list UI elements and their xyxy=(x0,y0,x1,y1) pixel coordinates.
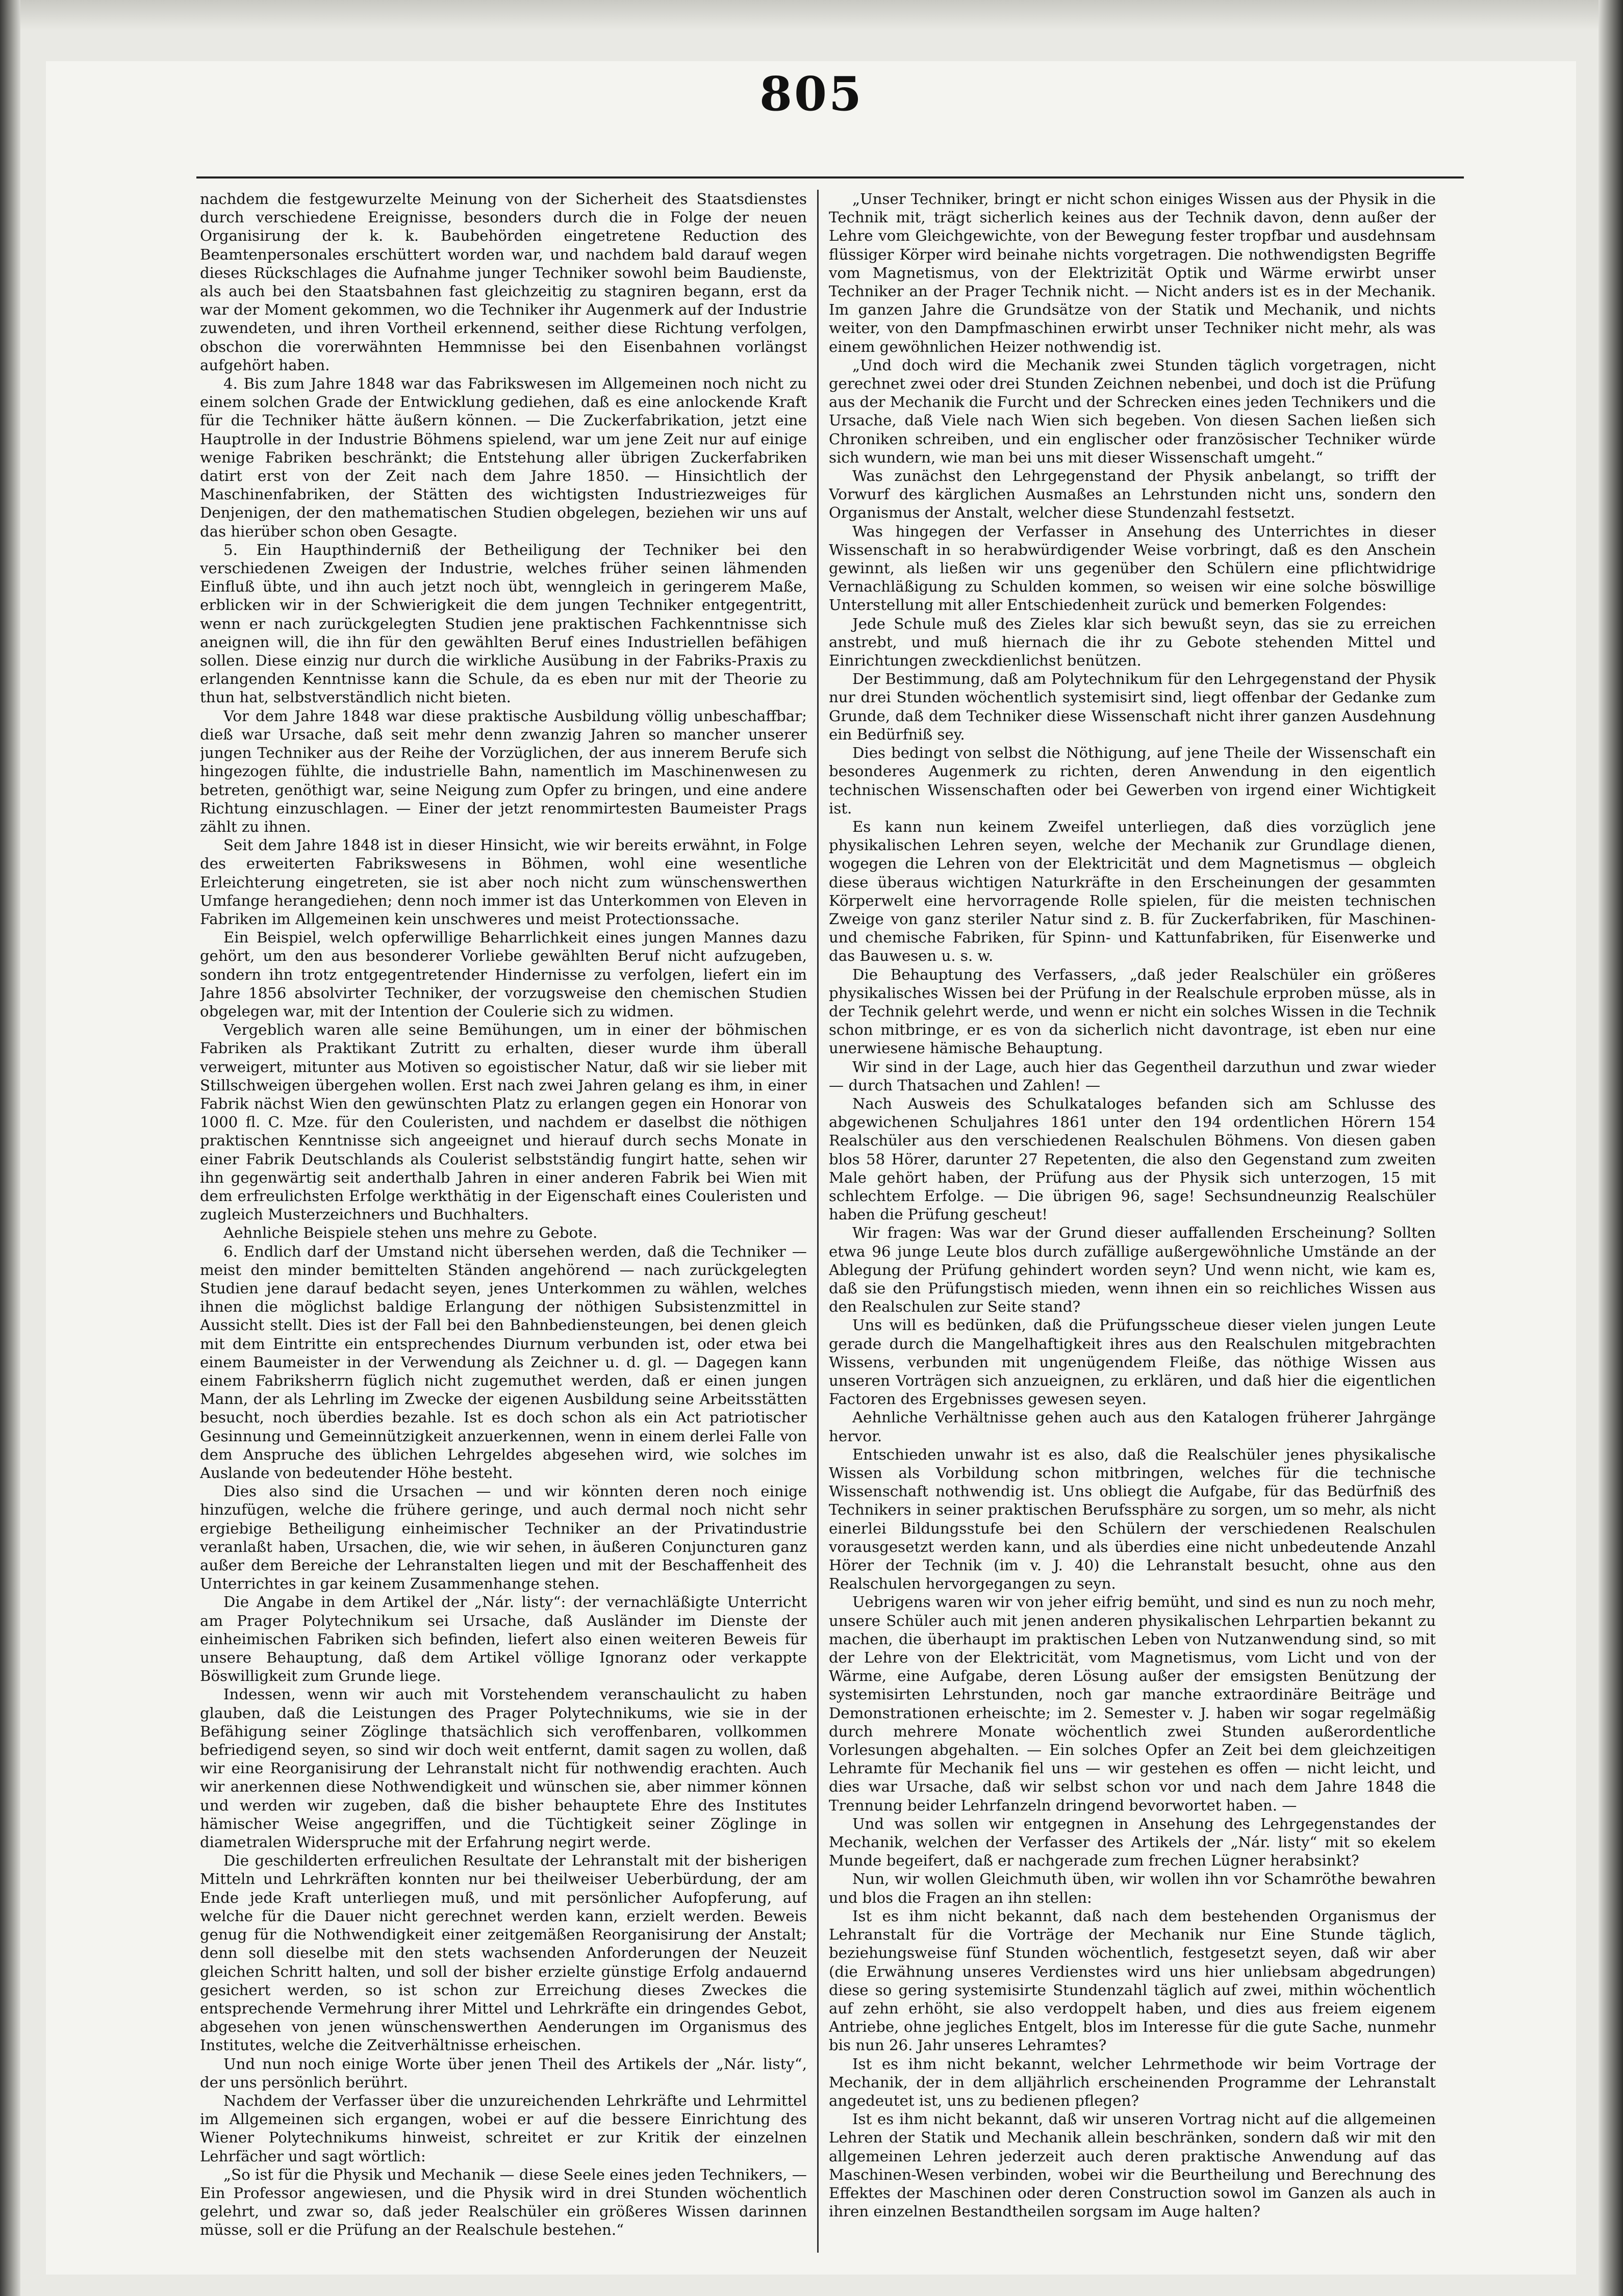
paragraph: Dies bedingt von selbst die Nöthigung, auf jene Theile der Wissenschaft ein besonderes Augenmerk zu richten, deren Anwendung in den eigentlich technischen Wissenschaften oder bei Gewerben von irgend einer Wichtigkeit ist. xyxy=(829,744,1436,817)
paragraph: Dies also sind die Ursachen — und wir könnten deren noch einige hinzufügen, welche die frühere geringe, und auch dermal noch nicht sehr ergiebige Betheiligung einheimischer Techniker an der Privatindustrie veranlaßt haben, Ursachen, die, wie wir sehen, in äußeren Conjuncturen ganz außer dem Bereiche der Lehranstalten liegen und mit der Beschaffenheit des Unterrichtes in gar keinem Zusammenhange stehen. xyxy=(200,1483,807,1593)
paragraph: Die Behauptung des Verfassers, „daß jeder Realschüler ein größeres physikalisches Wissen bei der Prüfung in der Realschule erproben müsse, als in der Technik gelehrt werde, und wenn er nicht ein solches Wissen in die Technik schon mitbringe, er es von da sicherlich nicht davontrage, ist eben nur eine unerwiesene hämische Behauptung. xyxy=(829,965,1436,1057)
paragraph: Nachdem der Verfasser über die unzureichenden Lehrkräfte und Lehrmittel im Allgemeinen sich ergangen, wobei er auf die bessere Einrichtung des Wiener Polytechnikums hinweist, schreitet er zur Kritik der einzelnen Lehrfächer und sagt wörtlich: xyxy=(200,2091,807,2165)
paragraph: 5. Ein Haupthinderniß der Betheiligung der Techniker bei den verschiedenen Zweigen der Industrie, welches früher seinen lähmenden Einfluß übte, und ihn auch jetzt noch übt, wenngleich in geringerem Maße, erblicken wir in der Schwierigkeit die dem jungen Techniker entgegentritt, wenn er nach zurückgelegten Studien jene praktischen Fachkenntnisse sich aneignen will, die ihn für den gewählten Beruf eines Industriellen befähigen sollen. Diese einzig nur durch die wirkliche Ausübung in der Fabriks-Praxis zu erlangenden Kenntnisse kann die Schule, da es eben nur mit der Theorie zu thun hat, selbstverständlich nicht bieten. xyxy=(200,541,807,706)
paragraph: „Unser Techniker, bringt er nicht schon einiges Wissen aus der Physik in die Technik mit, trägt sicherlich keines aus der Technik davon, denn außer der Lehre vom Gleichgewichte, von der Bewegung fester tropfbar und ausdehnsam flüssiger Körper wird beinahe nichts vorgetragen. Die nothwendigsten Begriffe vom Magnetismus, von der Elektrizität Optik und Wärme erwirbt unser Techniker an der Prager Technik nicht. — Nicht anders ist es in der Mechanik. Im ganzen Jahre die Grundsätze von der Statik und Mechanik, und nichts weiter, von den Dampfmaschinen erwirbt unser Techniker nicht mehr, als was einem gewöhnlichen Heizer nothwendig ist. xyxy=(829,190,1436,355)
paragraph: 4. Bis zum Jahre 1848 war das Fabrikswesen im Allgemeinen noch nicht zu einem solchen Grade der Entwicklung gediehen, daß es eine anlockende Kraft für die Techniker hätte äußern können. — Die Zuckerfabrikation, jetzt eine Hauptrolle in der Industrie Böhmens spielend, war um jene Zeit nur auf einige wenige Fabriken beschränkt; die Entstehung aller übrigen Zuckerfabriken datirt erst von der Zeit nach dem Jahre 1850. — Hinsichtlich der Maschinenfabriken, der Stätten des wichtigsten Industriezweiges für Denjenigen, der den mathematischen Studien obgelegen, beziehen wir uns auf das hierüber schon oben Gesagte. xyxy=(200,375,807,540)
scan-edge-right xyxy=(1599,0,1623,2296)
paragraph: Was zunächst den Lehrgegenstand der Physik anbelangt, so trifft der Vorwurf des kärglichen Ausmaßes an Lehrstunden nicht uns, sondern den Organismus der Anstalt, welcher diese Stundenzahl festsetzt. xyxy=(829,467,1436,522)
paragraph: Ist es ihm nicht bekannt, daß wir unseren Vortrag nicht auf die allgemeinen Lehren der Statik und Mechanik allein beschränken, sondern daß wir mit den allgemeinen Lehren jederzeit auch deren praktische Anwendung auf das Maschinen-Wesen verbinden, wobei wir die Beurtheilung und Berechnung des Effektes der Maschinen oder deren Construction sowol im Ganzen als auch in ihren einzelnen Bestandtheilen sorgsam im Auge halten? xyxy=(829,2110,1436,2221)
paragraph: „So ist für die Physik und Mechanik — diese Seele eines jeden Technikers, — Ein Professor angewiesen, und die Physik wird in drei Stunden wöchentlich gelehrt, und zwar so, daß jeder Realschüler ein größeres Wissen darinnen müsse, soll er die Prüfung an der Realschule bestehen.“ xyxy=(200,2165,807,2239)
paragraph: Uns will es bedünken, daß die Prüfungsscheue dieser vielen jungen Leute gerade durch die Mangelhaftigkeit ihres aus den Realschulen mitgebrachten Wissens, verbunden mit ungenügendem Fleiße, das nöthige Wissen aus unseren Vorträgen sich anzueignen, zu erklären, und daß hier die eigentlichen Factoren des Ergebnisses gewesen seyen. xyxy=(829,1316,1436,1408)
paragraph: Ist es ihm nicht bekannt, daß nach dem bestehenden Organismus der Lehranstalt für die Vorträge der Mechanik nur Eine Stunde täglich, beziehungsweise fünf Stunden wöchentlich, festgesetzt seyen, daß wir aber (die Erwähnung unseres Verdienstes wird uns hier unliebsam abgedrungen) diese so gering systemisirte Stundenzahl täglich auf zwei, mithin wöchentlich auf zehn erhöht, sie also verdoppelt haben, und dies aus freiem eigenem Antriebe, ohne jegliches Entgelt, blos im Interesse für die gute Sache, nunmehr bis nun 26. Jahr unseres Lehramtes? xyxy=(829,1907,1436,2054)
column-divider xyxy=(817,190,819,2253)
paragraph: Entschieden unwahr ist es also, daß die Realschüler jenes physikalische Wissen als Vorbildung schon mitbringen, welches für die technische Wissenschaft nothwendig ist. Uns obliegt die Aufgabe, für das Bedürfniß des Technikers in seiner praktischen Berufssphäre zu sorgen, um so mehr, als nicht einerlei Bildungsstufe bei den Schülern der verschiedenen Realschulen vorausgesetzt werden kann, und als überdies eine nicht unbedeutende Anzahl Hörer der Technik (im v. J. 40) die Lehranstalt besucht, ohne aus den Realschulen hervorgegangen zu seyn. xyxy=(829,1445,1436,1593)
paragraph: Was hingegen der Verfasser in Ansehung des Unterrichtes in dieser Wissenschaft in so herabwürdigender Weise vorbringt, daß es den Anschein gewinnt, als ließen wir uns gegenüber den Schülern eine pflichtwidrige Vernachläßigung zu Schulden kommen, so weisen wir eine solche böswillige Unterstellung mit aller Entschiedenheit zurück und bemerken Folgendes: xyxy=(829,522,1436,614)
paragraph: Nach Ausweis des Schulkataloges befanden sich am Schlusse des abgewichenen Schuljahres 1861 unter den 194 ordentlichen Hörern 154 Realschüler aus den verschiedenen Realschulen Böhmens. Von diesen gaben blos 58 Hörer, darunter 27 Repetenten, die also den Gegenstand zum zweiten Male gehört haben, der Prüfung aus der Physik sich unterzogen, 15 mit schlechtem Erfolge. — Die übrigen 96, sage! Sechsundneunzig Realschüler haben die Prüfung gescheut! xyxy=(829,1094,1436,1223)
paragraph: Vor dem Jahre 1848 war diese praktische Ausbildung völlig unbeschaffbar; dieß war Ursache, daß seit mehr denn zwanzig Jahren so mancher unserer jungen Techniker aus der Reihe der Vorzüglichen, der aus innerem Berufe sich hingezogen fühlte, die industrielle Bahn, namentlich im Maschinenwesen zu betreten, genöthigt war, seine Neigung zum Opfer zu bringen, und eine andere Richtung einzuschlagen. — Einer der jetzt renommirtesten Baumeister Prags zählt zu ihnen. xyxy=(200,707,807,835)
paragraph: Vergeblich waren alle seine Bemühungen, um in einer der böhmischen Fabriken als Praktikant Zutritt zu erhalten, dieser wurde ihm überall verweigert, mitunter aus Motiven so egoistischer Natur, daß wir sie lieber mit Stillschweigen übergehen wollen. Erst nach zwei Jahren gelang es ihm, in einer Fabrik nächst Wien den gewünschten Platz zu erlangen gegen ein Honorar von 1000 fl. C. Mze. für den Couleristen, und nachdem er daselbst die nöthigen praktischen Kenntnisse sich angeeignet und hierauf durch sechs Monate in einer Fabrik Deutschlands als Coulerist selbstständig fungirt hatte, sehen wir ihn gegenwärtig seit anderthalb Jahren in einer anderen Fabrik bei Wien mit dem erfreulichsten Erfolge werkthätig in der Eigenschaft eines Couleristen und zugleich Musterzeichners und Buchhalters. xyxy=(200,1021,807,1223)
paragraph: Und nun noch einige Worte über jenen Theil des Artikels der „Nár. listy“, der uns persönlich berührt. xyxy=(200,2055,807,2091)
right-column xyxy=(829,190,1436,2255)
paragraph: Aehnliche Beispiele stehen uns mehre zu Gebote. xyxy=(223,1224,598,1242)
scan-edge-top xyxy=(0,0,1623,31)
paragraph: Ein Beispiel, welch opferwillige Beharrlichkeit eines jungen Mannes dazu gehört, um den aus besonderer Vorliebe gewählten Beruf nicht aufzugeben, sondern ihn trotz entgegentretender Hindernisse zu verfolgen, liefert ein im Jahre 1856 absolvirter Techniker, der vorzugsweise den chemischen Studien obgelegen war, mit der Intention der Coulerie sich zu widmen. xyxy=(200,929,807,1020)
paragraph: Seit dem Jahre 1848 ist in dieser Hinsicht, wie wir bereits erwähnt, in Folge des erweiterten Fabrikswesens in Böhmen, wohl eine wesentliche Erleichterung eingetreten, sie ist aber noch nicht zum wünschenswerthen Umfange herangediehen; denn noch immer ist das Unterkommen von Eleven in Fabriken im Allgemeinen kein unschweres und meist Protectionssache. xyxy=(200,836,807,928)
paragraph: Der Bestimmung, daß am Polytechnikum für den Lehrgegenstand der Physik nur drei Stunden wöchentlich systemisirt sind, liegt offenbar der Gedanke zum Grunde, daß dem Techniker diese Wissenschaft nicht ihrer ganzen Ausdehnung ein Bedürfniß sey. xyxy=(829,670,1436,743)
page-number: 805 xyxy=(759,66,864,121)
paragraph: Uebrigens waren wir von jeher eifrig bemüht, und sind es nun zu noch mehr, unsere Schüler auch mit jenen anderen physikalischen Lehrpartien bekannt zu machen, die überhaupt im praktischen Leben von Nutzanwendung sind, so mit der Lehre von der Elektricität, vom Magnetismus, vom Licht und von der Wärme, eine Aufgabe, deren Lösung außer der emsigsten Benützung der systemisirten Lehrstunden, noch gar manche extraordinäre Beiträge und Demonstrationen erheischte; im 2. Semester v. J. haben wir sogar regelmäßig durch mehrere Monate wöchentlich zwei Stunden außerordentliche Vorlesungen abgehalten. — Ein solches Opfer an Zeit bei dem gleichzeitigen Lehramte für Mechanik fiel uns — wir gestehen es offen — nicht leicht, und dies war Ursache, daß wir selbst schon vor und nach dem Jahre 1848 die Trennung beider Lehrfanzeln dringend bevorwortet haben. — xyxy=(829,1593,1436,1814)
paragraph: Es kann nun keinem Zweifel unterliegen, daß dies vorzüglich jene physikalischen Lehren seyen, welche der Mechanik zur Grundlage dienen, wogegen die Lehren von der Elektricität und dem Magnetismus — obgleich diese überaus wichtigen Naturkräfte in den Erscheinungen der gesammten Körperwelt eine hervorragende Rolle spielen, für die meisten technischen Zweige von ganz steriler Natur sind z. B. für Zuckerfabriken, für Maschinen- und chemische Fabriken, für Spinn- und Kattunfabriken, für Eisenwerke und das Bauwesen u. s. w. xyxy=(829,818,1436,965)
paragraph: Ist es ihm nicht bekannt, welcher Lehrmethode wir beim Vortrage der Mechanik, der in dem alljährlich erscheinenden Programme der Lehranstalt angedeutet ist, uns zu bedienen pflegen? xyxy=(829,2055,1436,2109)
paragraph: „Und doch wird die Mechanik zwei Stunden täglich vorgetragen, nicht gerechnet zwei oder drei Stunden Zeichnen nebenbei, und doch ist die Prüfung aus der Mechanik die Furcht und der Schrecken eines jeden Technikers und die Ursache, daß Viele nach Wien sich begeben. Von diesen Sachen ließen sich Chroniken schreiben, und ein englischer oder französischer Techniker würde sich wundern, wie man bei uns mit dieser Wissenschaft umgeht.“ xyxy=(829,356,1436,466)
paragraph: Indessen, wenn wir auch mit Vorstehendem veranschaulicht zu haben glauben, daß die Leistungen des Prager Polytechnikums, wie sie in der Befähigung seiner Zöglinge thatsächlich sich veroffenbaren, vollkommen befriedigend seyen, so sind wir doch weit entfernt, damit sagen zu wollen, daß wir eine Reorganisirung der Lehranstalt nicht für nothwendig erachten. Auch wir anerkennen diese Nothwendigkeit und wünschen sie, aber nimmer können und werden wir zugeben, daß die bisher behauptete Ehre des Institutes hämischer Weise angegriffen, und die Tüchtigkeit seiner Zöglinge in diametralen Widerspruche mit der Erfahrung negirt werde. xyxy=(200,1686,807,1851)
left-column xyxy=(200,190,807,2255)
paragraph: 6. Endlich darf der Umstand nicht übersehen werden, daß die Techniker — meist den minder bemittelten Ständen angehörend — nach zurückgelegten Studien jene darauf bedacht seyen, jenes Unterkommen zu wählen, welches ihnen die möglichst baldige Erlangung der nöthigen Subsistenzmittel in Aussicht stellt. Dies ist der Fall bei den Bahnbediensteungen, bei denen gleich mit dem Eintritte ein entsprechendes Diurnum verbunden ist, oder etwa bei einem Baumeister in der Verwendung als Zeichner u. d. gl. — Dagegen kann einem Fabriksherrn füglich nicht zugemuthet werden, daß er einen jungen Mann, der als Lehrling im Zwecke der eigenen Ausbildung seine Arbeitsstätten besucht, noch überdies bezahle. Ist es doch schon als ein Act patriotischer Gesinnung und Gemeinnützigkeit anzuerkennen, wenn in einem derlei Falle von dem Anspruche des üblichen Lehrgeldes abgesehen wird, wie solches im Auslande von bedeutender Höhe besteht. xyxy=(200,1242,807,1482)
paragraph: Die Angabe in dem Artikel der „Nár. listy“: der vernachläßigte Unterricht am Prager Polytechnikum sei Ursache, daß Ausländer im Dienste der einheimischen Fabriken sich befinden, liefert also einen weiteren Beweis für unsere Behauptung, daß dem Artikel völlige Ignoranz oder verkappte Böswilligkeit zum Grunde liege. xyxy=(200,1593,807,1685)
paragraph: Aehnliche Verhältnisse gehen auch aus den Katalogen früherer Jahrgänge hervor. xyxy=(829,1409,1436,1445)
scan-edge-left xyxy=(0,0,20,2296)
paragraph: Jede Schule muß des Zieles klar sich bewußt seyn, das sie zu erreichen anstrebt, und muß hiernach die ihr zu Gebote stehenden Mittel und Einrichtungen zweckdienlichst benützen. xyxy=(829,615,1436,670)
paragraph: Wir sind in der Lage, auch hier das Gegentheil darzuthun und zwar wieder — durch Thatsachen und Zahlen! — xyxy=(829,1058,1436,1094)
paragraph: Nun, wir wollen Gleichmuth üben, wir wollen ihn vor Schamröthe bewahren und blos die Fragen an ihn stellen: xyxy=(829,1870,1436,1906)
paragraph: Die geschilderten erfreulichen Resultate der Lehranstalt mit der bisherigen Mitteln und Lehrkräften konnten nur bei theilweiser Ueberbürdung, der am Ende jede Kraft unterliegen muß, und mit persönlicher Aufopferung, auf welche für die Dauer nicht gerechnet werden kann, erzielt werden. Beweis genug für die Nothwendigkeit einer zeitgemäßen Reorganisirung der Anstalt; denn soll dieselbe mit den stets wachsenden Anforderungen der Neuzeit gleichen Schritt halten, und soll der bisher erzielte günstige Erfolg andauernd gesichert werden, so ist schon zur Erreichung dieses Zweckes die entsprechende Vermehrung ihrer Mittel und Lehrkräfte ein dringendes Gebot, abgesehen von jenen wünschenswerthen Aenderungen im Organismus des Institutes, welche die Zeitverhältnisse erheischen. xyxy=(200,1852,807,2054)
paragraph: Wir fragen: Was war der Grund dieser auffallenden Erscheinung? Sollten etwa 96 junge Leute blos durch zufällige außergewöhnliche Umstände an der Ablegung der Prüfung gehindert worden seyn? Und wenn nicht, wie kam es, daß sie den Prüfungstisch mieden, wenn ihnen ein so reichliches Wissen aus den Realschulen zur Seite stand? xyxy=(829,1224,1436,1316)
paragraph: nachdem die festgewurzelte Meinung von der Sicherheit des Staatsdienstes durch verschiedene Ereignisse, besonders durch die in Folge der neuen Organisirung der k. k. Baubehörden eingetretene Reduction des Beamtenpersonales erschüttert worden war, und nachdem bald darauf wegen dieses Rückschlages die Aufnahme junger Techniker sowohl beim Baudienste, als auch bei den Staatsbahnen fast gleichzeitig zu stagniren begann, erst da war der Moment gekommen, wo die Techniker ihr Augenmerk auf der Industrie zuwendeten, und ihren Vortheil erkennend, seither diese Richtung verfolgen, obschon die vorerwähnten Hemmnisse bei den Eisenbahnen vorlängst aufgehört haben. xyxy=(200,190,807,374)
paragraph: Und was sollen wir entgegnen in Ansehung des Lehrgegenstandes der Mechanik, welchen der Verfasser des Artikels der „Nár. listy“ mit so ekelem Munde begeifert, daß er nachgerade zum frechen Lügner herabsinkt? xyxy=(829,1815,1436,1870)
header-rule xyxy=(196,176,1464,178)
